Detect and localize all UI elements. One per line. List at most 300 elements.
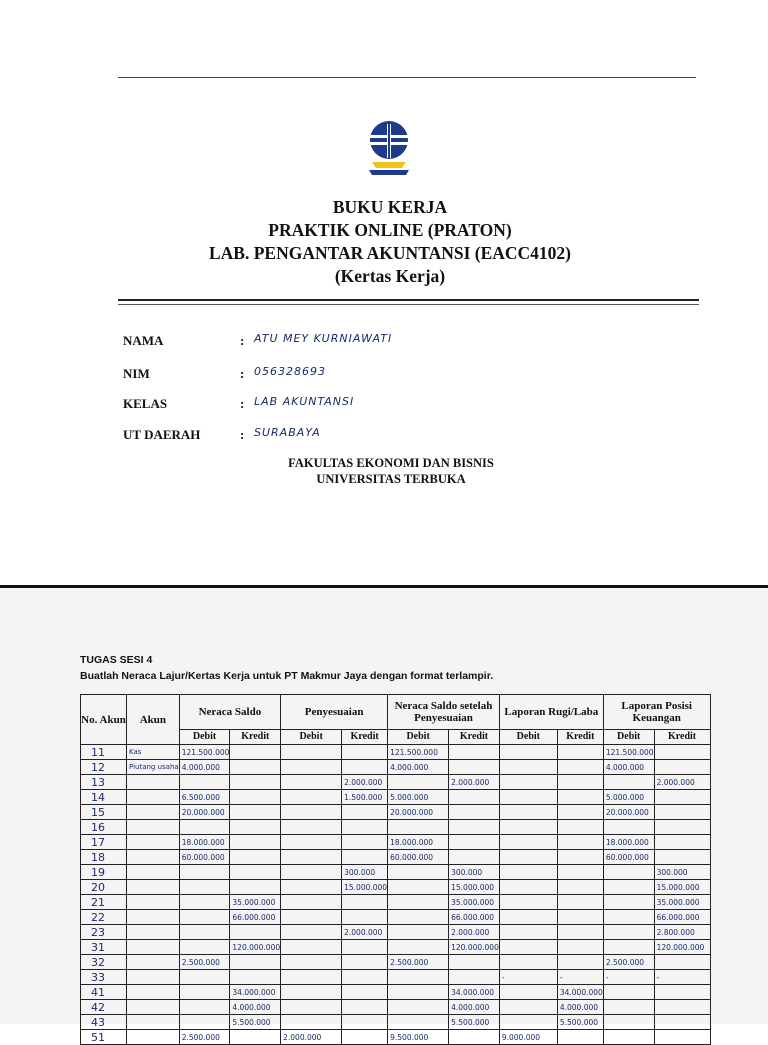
debit-cell [179,910,230,925]
debit-cell [281,880,342,895]
debit-cell: 60.000.000 [179,850,230,865]
kredit-cell [654,820,710,835]
debit-cell [603,1015,654,1030]
kredit-cell [654,1000,710,1015]
table-row [81,1015,711,1030]
table-row [81,955,711,970]
account-number-cell: 15 [81,805,127,820]
account-name-cell: Kas [127,745,180,760]
debit-cell: 2.000.000 [281,1030,342,1045]
debit-cell [281,790,342,805]
kredit-cell [342,745,388,760]
debit-cell [388,910,449,925]
table-row [81,790,711,805]
kredit-cell [342,1000,388,1015]
kredit-cell [342,985,388,1000]
kredit-cell [342,760,388,775]
debit-cell [499,835,557,850]
debit-cell [499,895,557,910]
debit-cell [603,895,654,910]
account-name-cell [127,955,180,970]
kredit-cell [342,940,388,955]
debit-cell [388,1000,449,1015]
kredit-cell [230,775,281,790]
table-row [81,985,711,1000]
kredit-cell [557,865,603,880]
table-row [81,1030,711,1045]
kredit-cell [557,805,603,820]
kredit-cell [449,955,500,970]
account-name-cell [127,895,180,910]
kredit-cell [557,1030,603,1045]
debit-cell [281,910,342,925]
account-number-cell: 18 [81,850,127,865]
col-header-debit: Debit [603,730,654,745]
account-number-cell: 17 [81,835,127,850]
group-header-posisi-keuangan: Laporan Posisi Keuangan [603,695,710,730]
debit-cell [281,925,342,940]
kredit-cell [654,955,710,970]
account-name-cell [127,940,180,955]
worksheet-table [80,694,711,1045]
kredit-cell: 34.000.000 [449,985,500,1000]
col-header-kredit: Kredit [557,730,603,745]
debit-cell: 4.000.000 [179,760,230,775]
table-row [81,835,711,850]
top-divider [118,77,696,78]
field-kelas [123,396,683,418]
account-number-cell: 12 [81,760,127,775]
account-number-cell: 21 [81,895,127,910]
account-name-cell [127,790,180,805]
kredit-cell: 300.000 [449,865,500,880]
debit-cell [603,775,654,790]
faculty-block [0,455,768,487]
account-number-cell: 16 [81,820,127,835]
account-number-cell: 43 [81,1015,127,1030]
debit-cell [499,850,557,865]
col-header-debit: Debit [388,730,449,745]
col-header-debit: Debit [499,730,557,745]
table-row [81,895,711,910]
col-header-kredit: Kredit [449,730,500,745]
field-value-handwritten: 056328693 [254,365,326,378]
account-name-cell [127,925,180,940]
kredit-cell [557,775,603,790]
group-header-penyesuaian: Penyesuaian [281,695,388,730]
kredit-cell: 2.000.000 [342,925,388,940]
debit-cell [388,775,449,790]
account-number-cell: 13 [81,775,127,790]
debit-cell: 121.500.000 [388,745,449,760]
debit-cell [603,880,654,895]
kredit-cell [557,955,603,970]
field-ut-daerah [123,427,683,449]
debit-cell [179,865,230,880]
kredit-cell [654,790,710,805]
debit-cell [603,820,654,835]
kredit-cell [230,970,281,985]
field-colon: : [240,427,245,442]
col-header-kredit: Kredit [654,730,710,745]
debit-cell [388,940,449,955]
table-row [81,1000,711,1015]
table-row [81,880,711,895]
kredit-cell: 5.500.000 [449,1015,500,1030]
kredit-cell: 300.000 [342,865,388,880]
account-name-cell [127,985,180,1000]
debit-cell: 121.500.000 [603,745,654,760]
kredit-cell [342,805,388,820]
debit-cell [179,1015,230,1030]
kredit-cell [230,1030,281,1045]
kredit-cell [449,835,500,850]
field-label: NAMA [123,333,164,348]
debit-cell: 20.000.000 [388,805,449,820]
debit-cell: 2.500.000 [603,955,654,970]
account-number-cell: 32 [81,955,127,970]
debit-cell [281,895,342,910]
title-line-2: PRAKTIK ONLINE (PRATON) [268,220,512,240]
kredit-cell [449,760,500,775]
kredit-cell [230,805,281,820]
account-name-cell [127,835,180,850]
debit-cell [603,940,654,955]
kredit-cell [557,790,603,805]
debit-cell [388,985,449,1000]
debit-cell: 2.500.000 [388,955,449,970]
debit-cell: 9.500.000 [388,1030,449,1045]
kredit-cell [230,760,281,775]
kredit-cell [557,835,603,850]
debit-cell [388,925,449,940]
faculty-line-1: FAKULTAS EKONOMI DAN BISNIS [288,456,494,470]
kredit-cell: 34.000.000 [230,985,281,1000]
col-header-kredit: Kredit [342,730,388,745]
debit-cell: 18.000.000 [388,835,449,850]
table-row [81,865,711,880]
debit-cell: 60.000.000 [388,850,449,865]
account-name-cell [127,910,180,925]
account-name-cell [127,880,180,895]
field-colon: : [240,333,245,348]
kredit-cell [654,760,710,775]
header-row-groups [81,695,711,730]
table-row [81,970,711,985]
debit-cell: 6.500.000 [179,790,230,805]
kredit-cell [557,745,603,760]
debit-cell [388,895,449,910]
task-title: TUGAS SESI 4 [80,654,153,666]
debit-cell: 121.500.000 [179,745,230,760]
kredit-cell [449,805,500,820]
debit-cell [499,985,557,1000]
kredit-cell: 34.000.000 [557,985,603,1000]
group-header-neraca-saldo: Neraca Saldo [179,695,280,730]
debit-cell [603,910,654,925]
kredit-cell: 4.000.000 [449,1000,500,1015]
worksheet-container [80,694,711,1045]
kredit-cell [342,850,388,865]
table-row [81,775,711,790]
debit-cell [499,925,557,940]
kredit-cell [654,1015,710,1030]
kredit-cell: 4.000.000 [557,1000,603,1015]
kredit-cell: 35.000.000 [230,895,281,910]
debit-cell [179,895,230,910]
debit-cell [281,1015,342,1030]
kredit-cell: 2.000.000 [449,775,500,790]
account-name-cell [127,850,180,865]
group-header-rugi-laba: Laporan Rugi/Laba [499,695,603,730]
kredit-cell [654,985,710,1000]
debit-cell [499,1015,557,1030]
field-colon: : [240,396,245,411]
title-line-1: BUKU KERJA [332,197,448,217]
debit-cell: 4.000.000 [388,760,449,775]
kredit-cell: 120.000.000 [230,940,281,955]
table-row [81,925,711,940]
kredit-cell [654,1030,710,1045]
kredit-cell: 1.500.000 [342,790,388,805]
debit-cell [388,820,449,835]
kredit-cell: - [557,970,603,985]
kredit-cell: 4.000.000 [230,1000,281,1015]
kredit-cell [557,760,603,775]
table-row [81,850,711,865]
debit-cell: 5.000.000 [603,790,654,805]
kredit-cell: 66.000.000 [449,910,500,925]
debit-cell [603,985,654,1000]
debit-cell [179,970,230,985]
account-name-cell [127,970,180,985]
debit-cell: 2.500.000 [179,1030,230,1045]
kredit-cell: 35.000.000 [654,895,710,910]
kredit-cell: 15.000.000 [449,880,500,895]
kredit-cell [342,955,388,970]
kredit-cell [230,925,281,940]
debit-cell: 5.000.000 [388,790,449,805]
title-divider-thick [118,299,699,301]
debit-cell: 18.000.000 [603,835,654,850]
kredit-cell: 66.000.000 [654,910,710,925]
debit-cell [499,910,557,925]
debit-cell [179,775,230,790]
debit-cell [499,805,557,820]
kredit-cell: 5.500.000 [557,1015,603,1030]
account-name-cell [127,1030,180,1045]
kredit-cell [449,970,500,985]
kredit-cell [342,910,388,925]
document-title [0,196,768,288]
kredit-cell: 5.500.000 [230,1015,281,1030]
kredit-cell [230,850,281,865]
kredit-cell [342,970,388,985]
kredit-cell [449,745,500,760]
table-row [81,745,711,760]
title-line-3: LAB. PENGANTAR AKUNTANSI (EACC4102) [208,243,571,263]
col-header-debit: Debit [281,730,342,745]
kredit-cell [230,865,281,880]
table-row [81,805,711,820]
col-header-kredit: Kredit [230,730,281,745]
table-row [81,910,711,925]
debit-cell [281,940,342,955]
kredit-cell [654,745,710,760]
kredit-cell: 120.000.000 [654,940,710,955]
field-value-handwritten: ATU MEY KURNIAWATI [254,332,393,345]
kredit-cell: 2.000.000 [342,775,388,790]
debit-cell [499,820,557,835]
kredit-cell [342,1015,388,1030]
kredit-cell [557,910,603,925]
debit-cell [281,850,342,865]
kredit-cell [342,835,388,850]
debit-cell [281,970,342,985]
kredit-cell [230,880,281,895]
kredit-cell [230,955,281,970]
table-row [81,820,711,835]
kredit-cell [449,1030,500,1045]
kredit-cell: 2.000.000 [654,775,710,790]
debit-cell [388,865,449,880]
debit-cell [179,940,230,955]
kredit-cell [230,745,281,760]
debit-cell: 20.000.000 [179,805,230,820]
kredit-cell [342,820,388,835]
account-name-cell [127,1000,180,1015]
kredit-cell [449,790,500,805]
debit-cell [281,805,342,820]
kredit-cell [230,835,281,850]
title-line-4: (Kertas Kerja) [334,266,446,286]
field-value-handwritten: SURABAYA [254,426,321,439]
kredit-cell: 2.000.000 [449,925,500,940]
kredit-cell: 35.000.000 [449,895,500,910]
field-label: NIM [123,366,150,381]
account-number-cell: 41 [81,985,127,1000]
kredit-cell [342,1030,388,1045]
debit-cell: 20.000.000 [603,805,654,820]
col-header-akun: Akun [127,695,180,745]
debit-cell [499,880,557,895]
kredit-cell [557,925,603,940]
debit-cell [281,820,342,835]
kredit-cell [342,895,388,910]
kredit-cell [557,820,603,835]
field-value-handwritten: LAB AKUNTANSI [254,395,355,408]
debit-cell [281,760,342,775]
account-name-cell [127,820,180,835]
kredit-cell [654,835,710,850]
debit-cell: 2.500.000 [179,955,230,970]
kredit-cell: 120.000.000 [449,940,500,955]
field-label: UT DAERAH [123,427,201,442]
kredit-cell [654,805,710,820]
table-row [81,760,711,775]
account-name-cell [127,1015,180,1030]
account-number-cell: 22 [81,910,127,925]
kredit-cell [449,820,500,835]
debit-cell [603,865,654,880]
debit-cell [281,745,342,760]
account-number-cell: 51 [81,1030,127,1045]
debit-cell: 18.000.000 [179,835,230,850]
debit-cell [281,1000,342,1015]
university-logo [366,118,412,180]
account-number-cell: 20 [81,880,127,895]
debit-cell [281,955,342,970]
debit-cell: - [499,970,557,985]
faculty-line-2: UNIVERSITAS TERBUKA [316,472,466,486]
account-name-cell [127,775,180,790]
account-number-cell: 19 [81,865,127,880]
account-number-cell: 23 [81,925,127,940]
account-number-cell: 31 [81,940,127,955]
debit-cell [499,745,557,760]
debit-cell [179,985,230,1000]
kredit-cell [449,850,500,865]
group-header-ns-setelah-penyesuaian: Neraca Saldo setelah Penyesuaian [388,695,500,730]
debit-cell [179,1000,230,1015]
kredit-cell [557,880,603,895]
task-description: Buatlah Neraca Lajur/Kertas Kerja untuk PT Makmur Jaya dengan format terlampir. [80,670,494,682]
kredit-cell [230,820,281,835]
debit-cell [603,925,654,940]
kredit-cell [230,790,281,805]
debit-cell [499,760,557,775]
account-number-cell: 33 [81,970,127,985]
account-name-cell [127,805,180,820]
debit-cell [499,940,557,955]
debit-cell: 9.000.000 [499,1030,557,1045]
debit-cell [388,1015,449,1030]
worksheet-body [81,745,711,1045]
debit-cell [603,1000,654,1015]
kredit-cell: 15.000.000 [654,880,710,895]
debit-cell [388,880,449,895]
debit-cell [281,985,342,1000]
debit-cell [179,925,230,940]
kredit-cell: 2.800.000 [654,925,710,940]
kredit-cell: 300.000 [654,865,710,880]
col-header-no-akun: No. Akun [81,695,127,745]
account-number-cell: 11 [81,745,127,760]
account-number-cell: 14 [81,790,127,805]
debit-cell: - [603,970,654,985]
kredit-cell: 15.000.000 [342,880,388,895]
debit-cell [499,790,557,805]
field-colon: : [240,366,245,381]
kredit-cell [654,850,710,865]
kredit-cell: 66.000.000 [230,910,281,925]
kredit-cell [557,940,603,955]
kredit-cell: - [654,970,710,985]
account-name-cell [127,865,180,880]
debit-cell [281,775,342,790]
debit-cell: 60.000.000 [603,850,654,865]
debit-cell [499,775,557,790]
debit-cell [281,865,342,880]
debit-cell [499,865,557,880]
account-number-cell: 42 [81,1000,127,1015]
debit-cell [499,955,557,970]
debit-cell [388,970,449,985]
kredit-cell [557,850,603,865]
debit-cell [179,820,230,835]
title-divider-thin [118,304,699,305]
debit-cell [499,1000,557,1015]
